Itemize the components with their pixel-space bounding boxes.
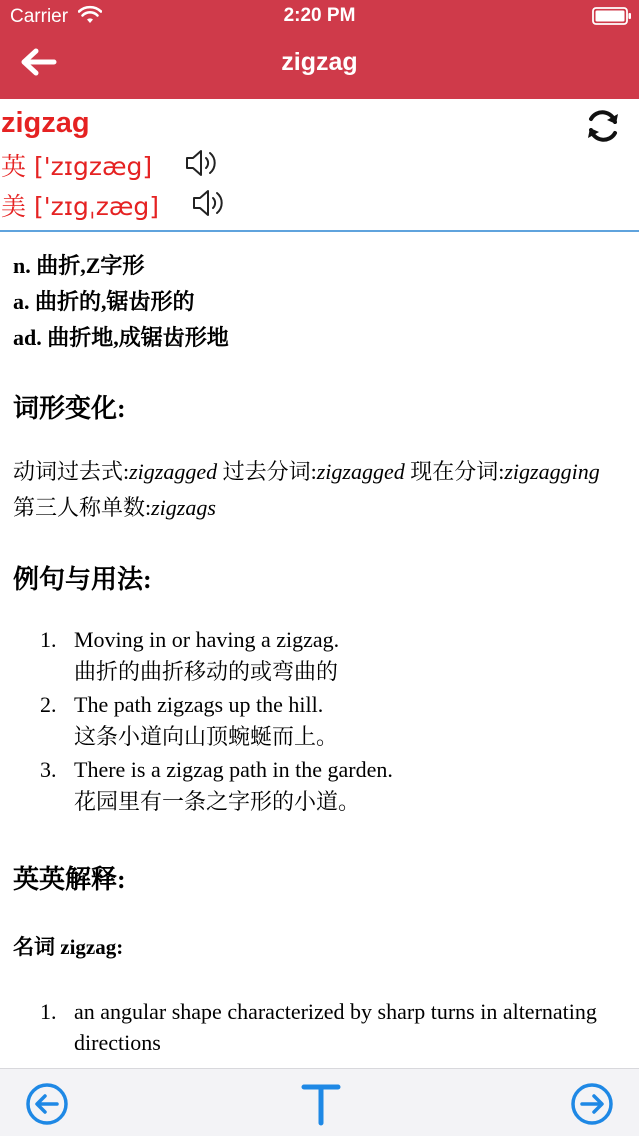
form-label: 过去分词: bbox=[222, 459, 317, 484]
header bbox=[0, 0, 639, 99]
refresh-icon[interactable] bbox=[582, 107, 624, 145]
uk-pronunciation: 英 ['zɪgzæg] bbox=[1, 152, 153, 181]
carrier-label: Carrier bbox=[10, 6, 69, 27]
form-value: zigzags bbox=[151, 495, 216, 520]
example-item bbox=[40, 624, 620, 688]
headword: zigzag bbox=[1, 107, 90, 139]
english-definition-number: 1. bbox=[40, 999, 57, 1024]
speaker-icon[interactable] bbox=[184, 147, 218, 179]
section-title-forms: 词形变化: bbox=[13, 394, 126, 423]
definition-line: ad. 曲折地,成锯齿形地 bbox=[13, 325, 229, 350]
example-item bbox=[40, 689, 620, 753]
speaker-icon[interactable] bbox=[191, 187, 225, 219]
noun-heading: 名词 zigzag: bbox=[13, 935, 124, 959]
example-english: There is a zigzag path in the garden. bbox=[74, 757, 393, 782]
us-pronunciation: 美 ['zɪgˌzæg] bbox=[1, 192, 160, 221]
form-label: 动词过去式: bbox=[13, 459, 130, 484]
example-english: Moving in or having a zigzag. bbox=[74, 627, 340, 652]
form-value: zigzagged bbox=[316, 459, 405, 484]
battery-icon bbox=[592, 6, 632, 26]
examples-list bbox=[40, 624, 620, 819]
definition-line: a. 曲折的,锯齿形的 bbox=[13, 289, 195, 314]
english-definition-text: an angular shape characterized by sharp turns in alternating directions bbox=[74, 999, 597, 1055]
definition-line: n. 曲折,Z字形 bbox=[13, 253, 145, 278]
status-time: 2:20 PM bbox=[283, 5, 356, 26]
example-number: 2. bbox=[40, 692, 57, 717]
form-label: 第三人称单数: bbox=[13, 495, 152, 520]
example-chinese: 花园里有一条之字形的小道。 bbox=[74, 789, 361, 814]
status-bar bbox=[0, 0, 639, 34]
example-number: 3. bbox=[40, 757, 57, 782]
english-definition-item bbox=[40, 996, 600, 1058]
bottom-toolbar bbox=[0, 1068, 639, 1136]
form-label: 现在分词: bbox=[410, 459, 505, 484]
form-value: zigzagged bbox=[129, 459, 218, 484]
word-panel bbox=[0, 99, 639, 232]
example-chinese: 这条小道向山顶蜿蜒而上。 bbox=[74, 724, 339, 749]
next-circle-icon[interactable] bbox=[569, 1081, 615, 1127]
definition-content[interactable] bbox=[0, 234, 639, 1068]
section-title-examples: 例句与用法: bbox=[13, 565, 152, 594]
section-title-english: 英英解释: bbox=[13, 865, 126, 894]
example-item bbox=[40, 754, 620, 818]
text-icon[interactable] bbox=[298, 1081, 344, 1127]
example-number: 1. bbox=[40, 627, 57, 652]
english-definitions-list bbox=[40, 996, 600, 1058]
form-value: zigzagging bbox=[504, 459, 600, 484]
nav-title: zigzag bbox=[281, 48, 358, 76]
example-english: The path zigzags up the hill. bbox=[74, 692, 324, 717]
example-chinese: 曲折的曲折移动的或弯曲的 bbox=[74, 659, 339, 684]
word-forms bbox=[13, 454, 613, 526]
definitions-list bbox=[13, 250, 229, 358]
navigation-bar bbox=[0, 34, 639, 99]
prev-circle-icon[interactable] bbox=[24, 1081, 70, 1127]
